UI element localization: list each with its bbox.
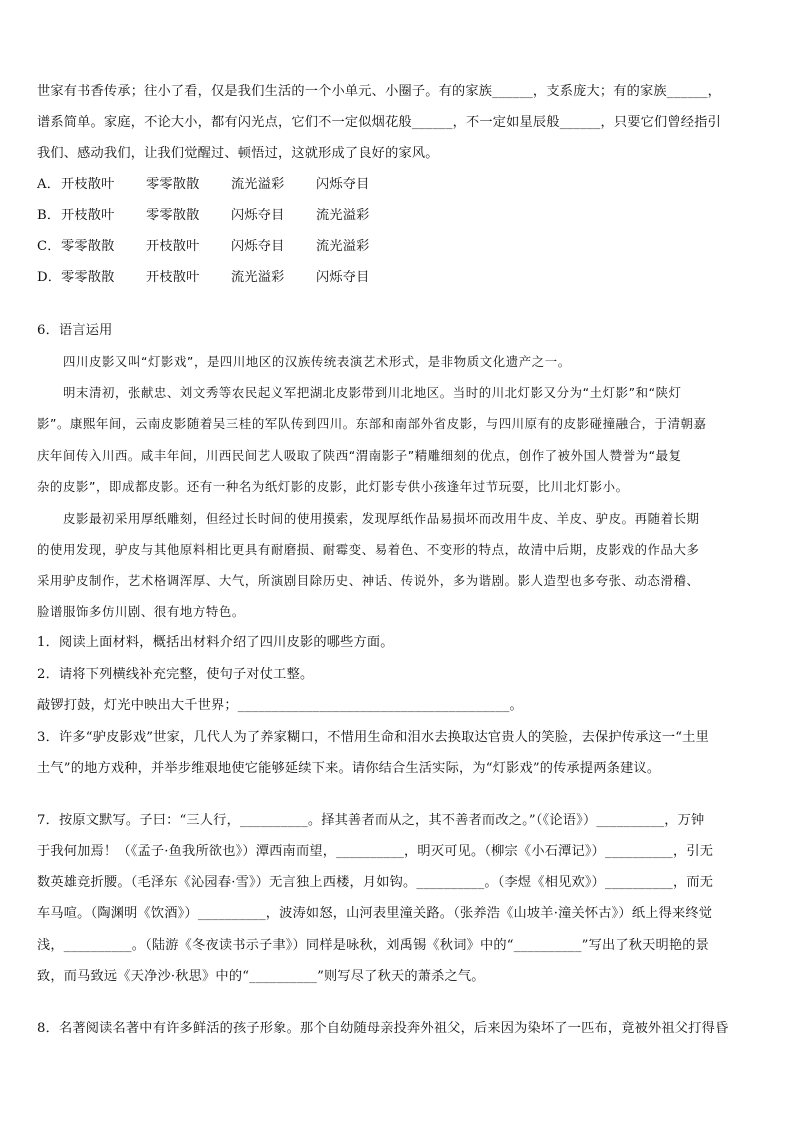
option-letter: D． — [37, 270, 62, 285]
q6-passage-line: 明末清初，张献忠、刘文秀等农民起义军把湖北皮影带到川北地区。当时的川北灯影又分为“土灯影”和“陕灯 — [63, 385, 682, 400]
q5-line-1: 世家有书香传承；往小了看，仅是我们生活的一个小单元、小圈子。有的家族______，支系庞大；有的家族______， — [37, 84, 721, 99]
option-item: 流光溢彩 — [316, 239, 370, 254]
option-letter: C． — [37, 239, 61, 254]
option-item: 开枝散叶 — [146, 239, 200, 254]
option-item: 闪烁夺目 — [316, 270, 370, 285]
option-item: 开枝散叶 — [146, 270, 200, 285]
q6-title: 6．语言运用 — [37, 323, 113, 338]
q5-option-d — [37, 269, 401, 287]
q6-passage-line: 采用驴皮制作，艺术格调浑厚、大气，所演剧目除历史、神话、传说外，多为谐剧。影人造型也多夸张、动态滑稽、 — [37, 573, 700, 588]
q6-passage-line: 的使用发现，驴皮与其他原料相比更具有耐磨损、耐霉变、易着色、不变形的特点，故清中后期，皮影戏的作品大多 — [37, 542, 700, 557]
option-item: 流光溢彩 — [231, 270, 285, 285]
option-letter: B． — [37, 208, 61, 223]
q7-line-4: 车马喧。（陶渊明《饮酒》）__________，波涛如怒，山河表里潼关路。（张养浩《山坡羊·潼关怀古》）纸上得来终觉 — [37, 906, 713, 921]
q6-sub-3-line-2: 土气”的地方戏种，并举步维艰地使它能够延续下来。请你结合生活实际，为“灯影戏”的传承提两条建议。 — [37, 761, 661, 776]
q6-sub-2-prompt: 敲锣打鼓，灯光中映出大千世界；________________________________________。 — [37, 698, 523, 713]
option-item: 零零散散 — [61, 270, 115, 285]
option-item: 零零散散 — [61, 239, 115, 254]
q5-option-b — [37, 207, 401, 225]
option-item: 零零散散 — [146, 177, 200, 192]
q5-option-c — [37, 238, 401, 256]
q6-passage-line: 四川皮影又叫“灯影戏”，是四川地区的汉族传统表演艺术形式，是非物质文化遗产之一。 — [63, 354, 571, 369]
q7-line-5: 浅，__________。（陆游《冬夜读书示子聿》）同样是咏秋，刘禹锡《秋词》中的“__________”写出了秋天明艳的景 — [37, 938, 710, 953]
q5-line-2: 谱系简单。家庭，不论大小，都有闪光点，它们不一定似烟花般______，不一定如星辰般______，只要它们曾经指引 — [37, 115, 721, 130]
option-item: 闪烁夺目 — [316, 177, 370, 192]
option-item: 闪烁夺目 — [231, 208, 285, 223]
q6-passage-line: 影”。康熙年间，云南皮影随着吴三桂的军队传到四川。东部和南部外省皮影，与四川原有的皮影碰撞融合，于清朝嘉 — [37, 416, 707, 431]
option-item: 开枝散叶 — [61, 208, 115, 223]
q6-passage-line: 脸谱服饰多仿川剧、很有地方特色。 — [37, 604, 245, 619]
q7-line-6: 致，而马致远《天净沙·秋思》中的“__________”则写尽了秋天的萧杀之气。 — [37, 969, 485, 984]
option-item: 零零散散 — [146, 208, 200, 223]
q5-line-3: 我们、感动我们，让我们觉醒过、顿悟过，这就形成了良好的家风。 — [37, 146, 439, 161]
q7-line-2: 于我何加焉！（《孟子·鱼我所欲也》）潭西南而望，__________，明灭可见。（柳宗《小石潭记》）__________，引无 — [37, 844, 714, 859]
q7-line-1: 7．按原文默写。子曰：“三人行，__________。择其善者而从之，其不善者而改之。”（《论语》）__________，万钟 — [37, 813, 705, 828]
q5-option-a — [37, 176, 401, 194]
option-item: 流光溢彩 — [316, 208, 370, 223]
q6-sub-1: 1．阅读上面材料，概括出材料介绍了四川皮影的哪些方面。 — [37, 635, 394, 650]
option-item: 流光溢彩 — [231, 177, 285, 192]
q8-line-1: 8．名著阅读名著中有许多鲜活的孩子形象。那个自幼随母亲投奔外祖父，后来因为染坏了一匹布，竟被外祖父打得昏 — [37, 1021, 729, 1036]
q6-sub-3-line-1: 3．许多“驴皮影戏”世家，几代人为了养家糊口，不惜用生命和泪水去换取达官贵人的笑脸，去保护传承这一“土里 — [37, 730, 710, 745]
q6-passage-line: 庆年间传入川西。咸丰年间，川西民间艺人吸取了陕西“渭南影子”精雕细刻的优点，创作了被外国人赞誉为“最复 — [37, 448, 682, 463]
q7-line-3: 数英雄竞折腰。（毛泽东《沁园春·雪》）无言独上西楼，月如钩。__________。（李煜《相见欢》）__________，而无 — [37, 875, 714, 890]
q6-passage-line: 皮影最初采用厚纸雕刻，但经过长时间的使用摸索，发现厚纸作品易损坏而改用牛皮、羊皮、驴皮。再随着长期 — [63, 511, 700, 526]
q6-passage-line: 杂的皮影”，即成都皮影。还有一种名为纸灯影的皮影，此灯影专供小孩逢年过节玩耍，比川北灯影小。 — [37, 479, 629, 494]
q6-sub-2: 2．请将下列横线补充完整，使句子对仗工整。 — [37, 667, 314, 682]
option-item: 开枝散叶 — [61, 177, 115, 192]
option-item: 闪烁夺目 — [231, 239, 285, 254]
option-letter: A． — [37, 177, 61, 192]
